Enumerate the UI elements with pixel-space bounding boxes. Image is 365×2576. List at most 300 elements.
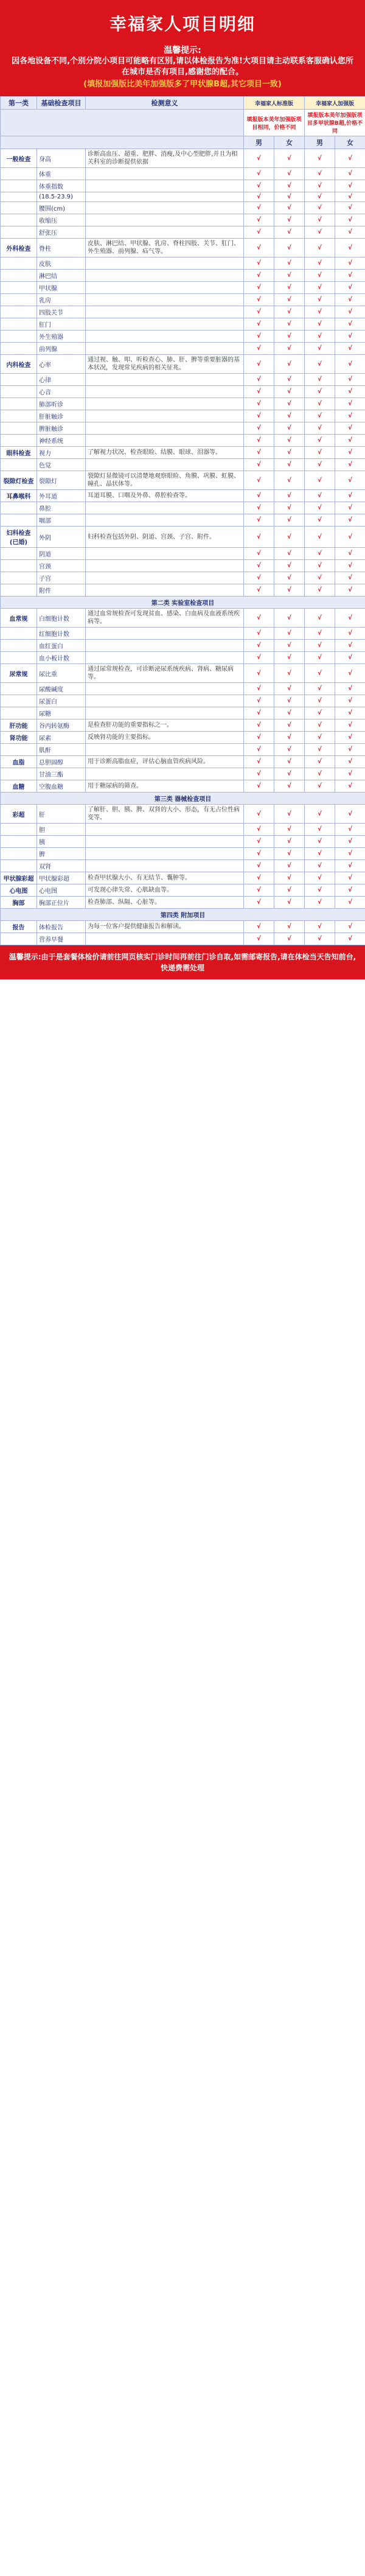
row-category <box>1 683 37 695</box>
check-mark: √ <box>335 897 365 909</box>
check-mark: √ <box>274 872 305 884</box>
check-mark: √ <box>335 805 365 824</box>
row-category <box>1 652 37 664</box>
check-mark: √ <box>335 398 365 410</box>
row-category: 报告 <box>1 921 37 933</box>
row-category <box>1 584 37 597</box>
check-mark: √ <box>335 664 365 683</box>
check-mark: √ <box>335 609 365 628</box>
check-mark: √ <box>244 447 274 459</box>
row-category <box>1 270 37 282</box>
check-mark: √ <box>274 447 305 459</box>
check-mark: √ <box>244 435 274 447</box>
row-meaning <box>86 398 244 410</box>
row-item: 心率 <box>37 355 86 374</box>
row-meaning: 妇科检查包括外阴、阴道、宫颈、子宫、附件。 <box>86 527 244 548</box>
row-item: 四肢关节 <box>37 306 86 318</box>
table-row <box>1 168 365 180</box>
table-row <box>1 490 365 502</box>
row-item: 子宫 <box>37 572 86 584</box>
check-mark: √ <box>335 168 365 180</box>
table-row <box>1 386 365 398</box>
check-mark: √ <box>274 226 305 239</box>
check-mark: √ <box>274 398 305 410</box>
row-meaning <box>86 514 244 527</box>
page <box>0 0 365 979</box>
check-mark: √ <box>335 836 365 848</box>
check-mark: √ <box>244 514 274 527</box>
check-mark: √ <box>274 560 305 572</box>
row-meaning <box>86 695 244 707</box>
check-mark: √ <box>335 318 365 331</box>
check-mark: √ <box>305 664 335 683</box>
check-mark: √ <box>305 640 335 652</box>
check-mark: √ <box>274 257 305 270</box>
check-mark: √ <box>274 756 305 768</box>
check-mark: √ <box>244 884 274 897</box>
table-row <box>1 257 365 270</box>
table-row <box>1 374 365 386</box>
check-mark: √ <box>305 860 335 872</box>
row-meaning <box>86 282 244 294</box>
row-item: 红细胞计数 <box>37 628 86 640</box>
check-mark: √ <box>274 422 305 435</box>
row-meaning: 为每一位客户提供健康报告和解读。 <box>86 921 244 933</box>
row-category <box>1 192 37 202</box>
table-row <box>1 471 365 490</box>
check-mark: √ <box>274 168 305 180</box>
row-category: 彩超 <box>1 805 37 824</box>
table-row <box>1 824 365 836</box>
table-row <box>1 628 365 640</box>
check-mark: √ <box>305 933 335 945</box>
check-mark: √ <box>335 435 365 447</box>
table-row <box>1 695 365 707</box>
check-mark: √ <box>305 270 335 282</box>
row-meaning <box>86 435 244 447</box>
check-mark: √ <box>274 471 305 490</box>
check-mark: √ <box>305 257 335 270</box>
row-item: 甘油三酯 <box>37 768 86 780</box>
row-item: 淋巴结 <box>37 270 86 282</box>
row-meaning <box>86 860 244 872</box>
table-row <box>1 664 365 683</box>
check-mark: √ <box>335 257 365 270</box>
row-item: 双肾 <box>37 860 86 872</box>
row-meaning: 了解视力状况、检查眼睑、结膜、眼球、泪器等。 <box>86 447 244 459</box>
row-item: 肌酐 <box>37 744 86 756</box>
check-mark: √ <box>274 848 305 860</box>
row-meaning: 裂隙灯显微镜可以清楚地观察眼睑、角膜、巩膜、虹膜、瞳孔、晶状体等。 <box>86 471 244 490</box>
table-row <box>1 318 365 331</box>
row-item: 体重指数 <box>37 180 86 192</box>
check-mark: √ <box>274 683 305 695</box>
check-mark: √ <box>335 294 365 306</box>
row-meaning: 诊断高血压、超重、肥胖、消瘦,及中心型肥胖,并且为相关科室的诊断提供依据 <box>86 149 244 168</box>
row-meaning <box>86 374 244 386</box>
check-mark: √ <box>305 435 335 447</box>
row-meaning <box>86 572 244 584</box>
table-row <box>1 294 365 306</box>
table-row <box>1 459 365 471</box>
row-meaning: 通过尿常规检查，可诊断泌尿系统疾病、肾病、糖尿病等。 <box>86 664 244 683</box>
row-item: 尿蛋白 <box>37 695 86 707</box>
check-mark: √ <box>274 628 305 640</box>
check-mark: √ <box>274 836 305 848</box>
check-mark: √ <box>335 719 365 732</box>
row-meaning <box>86 768 244 780</box>
check-mark: √ <box>274 214 305 226</box>
table-row <box>1 149 365 168</box>
check-mark: √ <box>274 435 305 447</box>
row-meaning <box>86 202 244 214</box>
row-item: 甲状腺 <box>37 282 86 294</box>
row-category <box>1 214 37 226</box>
row-category <box>1 374 37 386</box>
table-row <box>1 331 365 343</box>
row-meaning: 用于诊断高脂血症，评估心脑血管疾病风险。 <box>86 756 244 768</box>
table-row <box>1 214 365 226</box>
pkg1-sub: 填报版本美年加强版项目相同，价格不同 <box>244 110 305 136</box>
check-mark: √ <box>274 239 305 257</box>
check-mark: √ <box>244 921 274 933</box>
row-item: 腰围(cm) <box>37 202 86 214</box>
check-mark: √ <box>335 355 365 374</box>
row-meaning <box>86 318 244 331</box>
row-category <box>1 836 37 848</box>
check-mark: √ <box>335 180 365 192</box>
row-meaning: 检查肺部、纵隔、心脏等。 <box>86 897 244 909</box>
check-mark: √ <box>244 756 274 768</box>
row-category: 肾功能 <box>1 732 37 744</box>
check-mark: √ <box>305 398 335 410</box>
table-row <box>1 780 365 793</box>
table-row <box>1 192 365 202</box>
check-mark: √ <box>335 410 365 422</box>
row-category: 耳鼻喉科 <box>1 490 37 502</box>
check-mark: √ <box>244 226 274 239</box>
check-mark: √ <box>335 306 365 318</box>
row-meaning <box>86 744 244 756</box>
row-meaning: 了解肝、胆、胰、脾、双肾的大小、形态，有无占位性病变等。 <box>86 805 244 824</box>
table-row <box>1 732 365 744</box>
row-category <box>1 226 37 239</box>
row-meaning <box>86 294 244 306</box>
row-category <box>1 282 37 294</box>
row-item: 胸部正位片 <box>37 897 86 909</box>
table-row <box>1 609 365 628</box>
male-1: 男 <box>244 136 274 149</box>
table-row <box>1 527 365 548</box>
row-item: 外阴 <box>37 527 86 548</box>
row-item: 总胆固醇 <box>37 756 86 768</box>
row-meaning <box>86 226 244 239</box>
check-mark: √ <box>274 664 305 683</box>
row-item: 皮肤 <box>37 257 86 270</box>
row-category <box>1 435 37 447</box>
header <box>0 0 365 96</box>
check-mark: √ <box>274 514 305 527</box>
row-category: 胸部 <box>1 897 37 909</box>
check-mark: √ <box>335 548 365 560</box>
check-mark: √ <box>274 933 305 945</box>
table-row <box>1 683 365 695</box>
table-row <box>1 872 365 884</box>
row-category <box>1 824 37 836</box>
row-item: 鼻腔 <box>37 502 86 514</box>
row-category <box>1 860 37 872</box>
row-category <box>1 386 37 398</box>
check-mark: √ <box>244 744 274 756</box>
table-row <box>1 805 365 824</box>
eye-ent-rows <box>1 447 365 527</box>
check-mark: √ <box>274 584 305 597</box>
row-item: 舒张压 <box>37 226 86 239</box>
row-category <box>1 502 37 514</box>
row-item: 血小板计数 <box>37 652 86 664</box>
row-category: 血脂 <box>1 756 37 768</box>
row-category <box>1 180 37 192</box>
check-mark: √ <box>335 628 365 640</box>
col-pkg2: 幸福家人加强版 <box>305 97 365 110</box>
check-mark: √ <box>335 768 365 780</box>
check-mark: √ <box>305 386 335 398</box>
check-mark: √ <box>305 805 335 824</box>
check-mark: √ <box>244 628 274 640</box>
row-item: 外生殖器 <box>37 331 86 343</box>
table-row <box>1 921 365 933</box>
check-mark: √ <box>274 527 305 548</box>
row-item: 裂隙灯 <box>37 471 86 490</box>
check-mark: √ <box>335 192 365 202</box>
row-meaning <box>86 306 244 318</box>
section-2-title: 第二类 实验室检查项目 <box>1 597 365 609</box>
check-mark: √ <box>305 355 335 374</box>
check-mark: √ <box>244 719 274 732</box>
table-row <box>1 343 365 355</box>
check-mark: √ <box>244 331 274 343</box>
check-mark: √ <box>244 780 274 793</box>
check-mark: √ <box>244 933 274 945</box>
row-item: 空腹血糖 <box>37 780 86 793</box>
check-mark: √ <box>244 732 274 744</box>
extra-rows <box>1 921 365 945</box>
check-mark: √ <box>274 490 305 502</box>
check-mark: √ <box>305 921 335 933</box>
row-meaning: 检查甲状腺大小、有无结节、囊肿等。 <box>86 872 244 884</box>
row-category <box>1 331 37 343</box>
check-mark: √ <box>244 306 274 318</box>
row-category <box>1 548 37 560</box>
check-mark: √ <box>305 239 335 257</box>
row-category <box>1 933 37 945</box>
surgery-rows <box>1 239 365 355</box>
check-mark: √ <box>305 502 335 514</box>
row-item: 体重 <box>37 168 86 180</box>
row-category: 肝功能 <box>1 719 37 732</box>
row-category <box>1 318 37 331</box>
check-mark: √ <box>335 202 365 214</box>
table-row <box>1 435 365 447</box>
check-mark: √ <box>305 490 335 502</box>
check-mark: √ <box>335 331 365 343</box>
row-category: 裂隙灯检查 <box>1 471 37 490</box>
row-category <box>1 343 37 355</box>
row-category <box>1 410 37 422</box>
female-2: 女 <box>335 136 365 149</box>
gyn-rows <box>1 527 365 597</box>
row-meaning: 用于糖尿病的筛查。 <box>86 780 244 793</box>
check-mark: √ <box>244 872 274 884</box>
row-item: 宫颈 <box>37 560 86 572</box>
table-row <box>1 514 365 527</box>
check-mark: √ <box>335 214 365 226</box>
check-mark: √ <box>305 548 335 560</box>
row-meaning: 反映肾功能的主要指标。 <box>86 732 244 744</box>
check-mark: √ <box>274 572 305 584</box>
row-item: 胰 <box>37 836 86 848</box>
check-mark: √ <box>305 628 335 640</box>
lab-rows <box>1 609 365 793</box>
row-meaning <box>86 459 244 471</box>
row-category <box>1 202 37 214</box>
row-item: 脾 <box>37 848 86 860</box>
row-meaning: 皮肤、淋巴结、甲状腺、乳房、脊柱四肢、关节、肛门、外生殖器、前列腺、疝气等。 <box>86 239 244 257</box>
row-category <box>1 707 37 719</box>
check-mark: √ <box>274 202 305 214</box>
check-mark: √ <box>244 343 274 355</box>
check-mark: √ <box>335 560 365 572</box>
row-item: 体检报告 <box>37 921 86 933</box>
table-row <box>1 226 365 239</box>
check-mark: √ <box>305 824 335 836</box>
check-mark: √ <box>335 490 365 502</box>
row-item: 心律 <box>37 374 86 386</box>
check-mark: √ <box>244 374 274 386</box>
check-mark: √ <box>335 422 365 435</box>
check-mark: √ <box>274 331 305 343</box>
row-item: 视力 <box>37 447 86 459</box>
check-mark: √ <box>244 707 274 719</box>
check-mark: √ <box>244 490 274 502</box>
check-mark: √ <box>274 180 305 192</box>
row-meaning <box>86 192 244 202</box>
check-mark: √ <box>305 732 335 744</box>
row-item: 收缩压 <box>37 214 86 226</box>
check-mark: √ <box>244 168 274 180</box>
row-meaning <box>86 331 244 343</box>
table-row <box>1 355 365 374</box>
check-mark: √ <box>305 884 335 897</box>
table-row <box>1 652 365 664</box>
male-2: 男 <box>305 136 335 149</box>
row-category <box>1 744 37 756</box>
row-meaning <box>86 836 244 848</box>
row-meaning <box>86 933 244 945</box>
check-mark: √ <box>244 897 274 909</box>
check-mark: √ <box>274 355 305 374</box>
table-row <box>1 836 365 848</box>
row-item: 胆 <box>37 824 86 836</box>
check-mark: √ <box>244 584 274 597</box>
check-mark: √ <box>244 560 274 572</box>
check-mark: √ <box>335 695 365 707</box>
check-mark: √ <box>274 386 305 398</box>
row-item: 神经系统 <box>37 435 86 447</box>
check-mark: √ <box>305 149 335 168</box>
check-mark: √ <box>274 306 305 318</box>
check-mark: √ <box>335 848 365 860</box>
check-mark: √ <box>274 343 305 355</box>
row-item: 阴道 <box>37 548 86 560</box>
main-table <box>0 96 365 945</box>
check-mark: √ <box>335 652 365 664</box>
check-mark: √ <box>244 502 274 514</box>
table-row <box>1 202 365 214</box>
check-mark: √ <box>335 640 365 652</box>
row-category: 内科检查 <box>1 355 37 374</box>
row-item: 营养早餐 <box>37 933 86 945</box>
row-meaning <box>86 257 244 270</box>
check-mark: √ <box>305 848 335 860</box>
row-meaning: 是检查肝功能的重要指标之一。 <box>86 719 244 732</box>
check-mark: √ <box>244 652 274 664</box>
check-mark: √ <box>305 695 335 707</box>
col-item: 基础检查项目 <box>37 97 86 110</box>
check-mark: √ <box>305 719 335 732</box>
check-mark: √ <box>274 459 305 471</box>
check-mark: √ <box>335 824 365 836</box>
row-item: 血红蛋白 <box>37 640 86 652</box>
table-row <box>1 640 365 652</box>
check-mark: √ <box>274 732 305 744</box>
check-mark: √ <box>305 294 335 306</box>
row-category <box>1 257 37 270</box>
table-row <box>1 422 365 435</box>
check-mark: √ <box>335 514 365 527</box>
check-mark: √ <box>305 471 335 490</box>
row-item: 肝 <box>37 805 86 824</box>
check-mark: √ <box>335 744 365 756</box>
row-category <box>1 572 37 584</box>
row-category: 一般检查 <box>1 149 37 168</box>
check-mark: √ <box>305 410 335 422</box>
check-mark: √ <box>335 707 365 719</box>
check-mark: √ <box>305 652 335 664</box>
check-mark: √ <box>244 149 274 168</box>
row-item: 咽部 <box>37 514 86 527</box>
row-item: 谷丙转氨酶 <box>37 719 86 732</box>
table-row <box>1 180 365 192</box>
check-mark: √ <box>335 502 365 514</box>
check-mark: √ <box>335 860 365 872</box>
check-mark: √ <box>274 149 305 168</box>
check-mark: √ <box>335 270 365 282</box>
check-mark: √ <box>335 239 365 257</box>
check-mark: √ <box>335 780 365 793</box>
table-row <box>1 572 365 584</box>
check-mark: √ <box>244 355 274 374</box>
table-row <box>1 744 365 756</box>
check-mark: √ <box>305 872 335 884</box>
table-row <box>1 560 365 572</box>
footer-note: 温馨提示:由于是套餐体检价请前往网页核实门诊时间再前往门诊自取,如需邮寄报告,请在体检当天告知前台,快递费需处理 <box>0 945 365 979</box>
check-mark: √ <box>305 343 335 355</box>
check-mark: √ <box>244 257 274 270</box>
table-row <box>1 719 365 732</box>
check-mark: √ <box>305 202 335 214</box>
table-row <box>1 447 365 459</box>
